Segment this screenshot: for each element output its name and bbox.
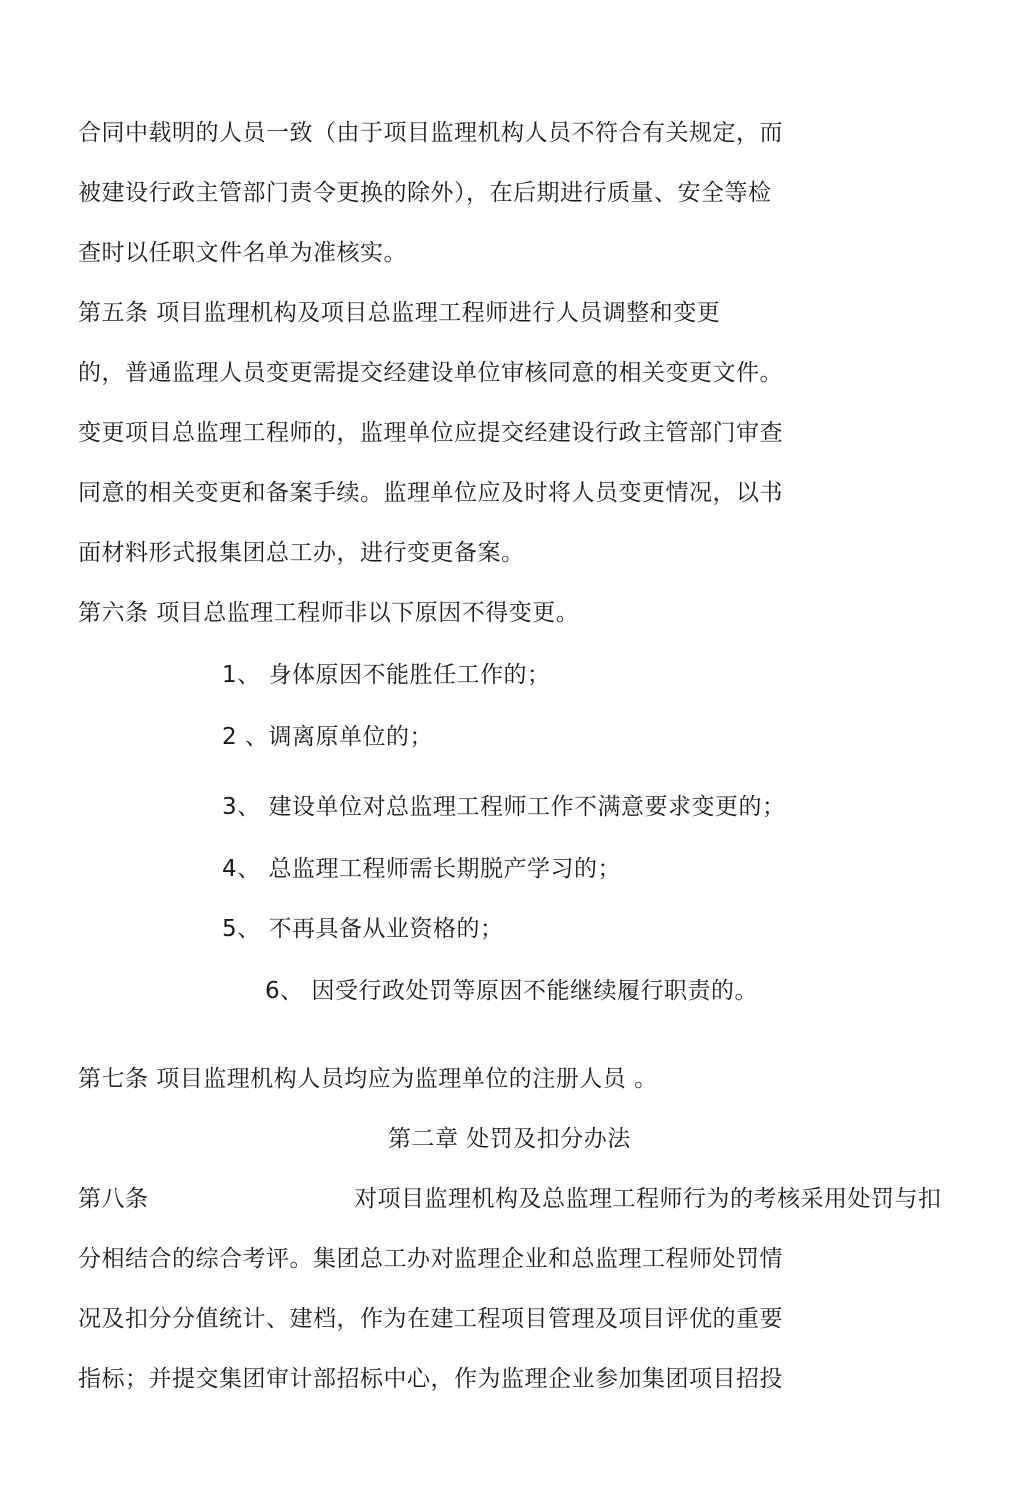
paragraph-line: 况及扣分分值统计、建档，作为在建工程项目管理及项目评优的重要	[78, 1306, 783, 1332]
article-7-line: 第七条 项目监理机构人员均应为监理单位的注册人员 。	[78, 1066, 658, 1092]
list-item: 3、 建设单位对总监理工程师工作不满意要求变更的；	[222, 794, 786, 820]
chapter-heading: 第二章 处罚及扣分办法	[388, 1126, 631, 1152]
list-item: 6、 因受行政处罚等原因不能继续履行职责的。	[265, 978, 758, 1004]
paragraph-line: 对项目监理机构及总监理工程师行为的考核采用处罚与扣	[354, 1186, 942, 1212]
paragraph-line: 分相结合的综合考评。集团总工办对监理企业和总监理工程师处罚情	[78, 1246, 783, 1272]
paragraph-line: 面材料形式报集团总工办，进行变更备案。	[78, 540, 525, 566]
paragraph-line: 合同中载明的人员一致（由于项目监理机构人员不符合有关规定，而	[78, 120, 783, 146]
list-item: 5、 不再具备从业资格的；	[222, 916, 504, 942]
list-item: 4、 总监理工程师需长期脱产学习的；	[222, 856, 621, 882]
list-item: 1、 身体原因不能胜任工作的；	[222, 662, 551, 688]
paragraph-line: 查时以任职文件名单为准核实。	[78, 240, 407, 266]
article-5-line: 第五条 项目监理机构及项目总监理工程师进行人员调整和变更	[78, 300, 721, 326]
article-8-label: 第八条	[78, 1186, 149, 1212]
paragraph-line: 的，普通监理人员变更需提交经建设单位审核同意的相关变更文件。	[78, 360, 783, 386]
list-item: 2 、调离原单位的；	[222, 724, 433, 750]
paragraph-line: 同意的相关变更和备案手续。监理单位应及时将人员变更情况，以书	[78, 480, 783, 506]
article-6-line: 第六条 项目总监理工程师非以下原因不得变更。	[78, 600, 580, 626]
paragraph-line: 指标；并提交集团审计部招标中心，作为监理企业参加集团项目招投	[78, 1366, 783, 1392]
paragraph-line: 被建设行政主管部门责令更换的除外），在后期进行质量、安全等检	[78, 180, 772, 206]
paragraph-line: 变更项目总监理工程师的，监理单位应提交经建设行政主管部门审查	[78, 420, 783, 446]
